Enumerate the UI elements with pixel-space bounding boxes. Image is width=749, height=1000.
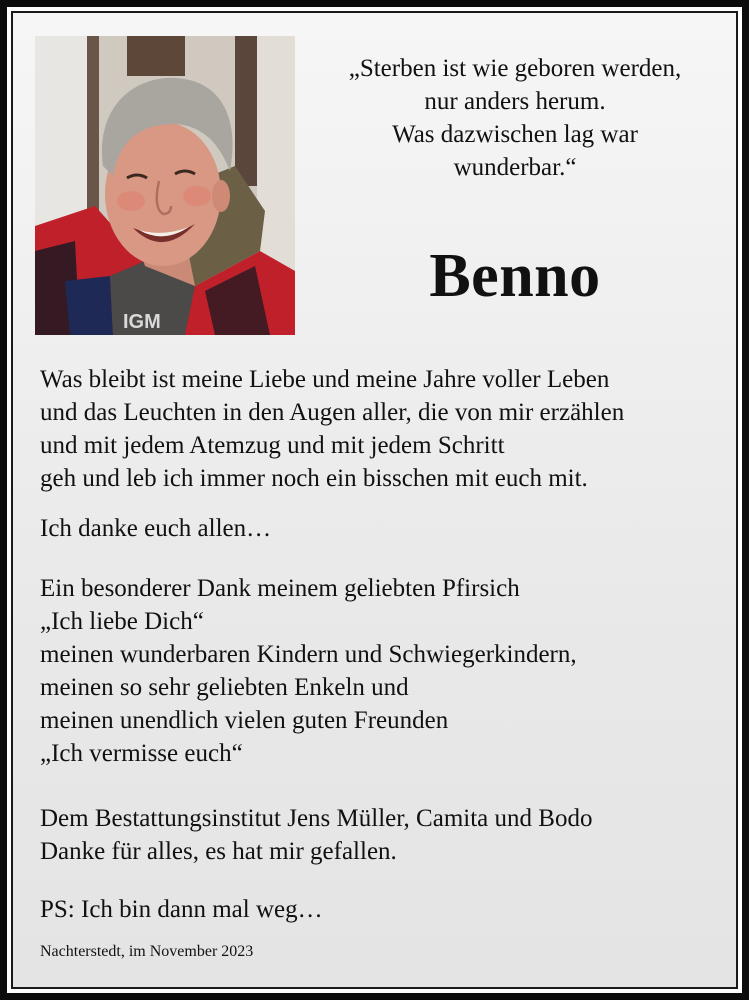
place-and-date: Nachterstedt, im November 2023: [40, 943, 254, 960]
quote-line: nur anders herum.: [424, 88, 606, 115]
ear: [212, 180, 230, 212]
cheek-left: [117, 191, 145, 211]
special-thanks-line: meinen unendlich vielen guten Freunden: [40, 707, 449, 734]
special-thanks-line: Ein besonderer Dank meinem geliebten Pfirsich: [40, 575, 520, 602]
door-frame-right: [235, 36, 257, 186]
funeral-thanks-paragraph: [40, 802, 730, 868]
portrait-illustration: [35, 36, 295, 335]
funeral-thanks-line: Dem Bestattungsinstitut Jens Müller, Camita und Bodo: [40, 805, 593, 832]
cheek-right: [183, 186, 211, 206]
portrait-photo: [35, 36, 295, 335]
poem-line: geh und leb ich immer noch ein bisschen mit euch mit.: [40, 465, 588, 492]
shirt-print: IGM: [123, 311, 161, 333]
postscript: [40, 893, 730, 926]
thanks-intro: [40, 512, 730, 545]
special-thanks-line: meinen wunderbaren Kindern und Schwiegerkindern,: [40, 641, 577, 668]
special-thanks-line: „Ich vermisse euch“: [40, 740, 243, 767]
poem-line: Was bleibt ist meine Liebe und meine Jahre voller Leben: [40, 366, 610, 393]
special-thanks-line: „Ich liebe Dich“: [40, 608, 204, 635]
poem-paragraph: [40, 363, 730, 495]
quote-line: „Sterben ist wie geboren werden,: [348, 55, 682, 82]
inner-vest: [65, 276, 113, 335]
poem-line: und mit jedem Atemzug und mit jedem Schritt: [40, 432, 505, 459]
deceased-name: Benno: [429, 242, 601, 310]
poem-line: und das Leuchten in den Augen aller, die von mir erzählen: [40, 399, 625, 426]
special-thanks-line: meinen so sehr geliebten Enkeln und: [40, 674, 409, 701]
funeral-thanks-line: Danke für alles, es hat mir gefallen.: [40, 838, 397, 865]
quote-line: Was dazwischen lag war: [392, 121, 638, 148]
thanks-intro-line: Ich danke euch allen…: [40, 515, 272, 542]
memorial-quote: [300, 52, 730, 184]
postscript-line: PS: Ich bin dann mal weg…: [40, 896, 323, 923]
quote-line: wunderbar.“: [453, 154, 577, 181]
window-light: [35, 36, 95, 236]
door-top: [127, 36, 185, 76]
special-thanks-paragraph: [40, 572, 730, 770]
